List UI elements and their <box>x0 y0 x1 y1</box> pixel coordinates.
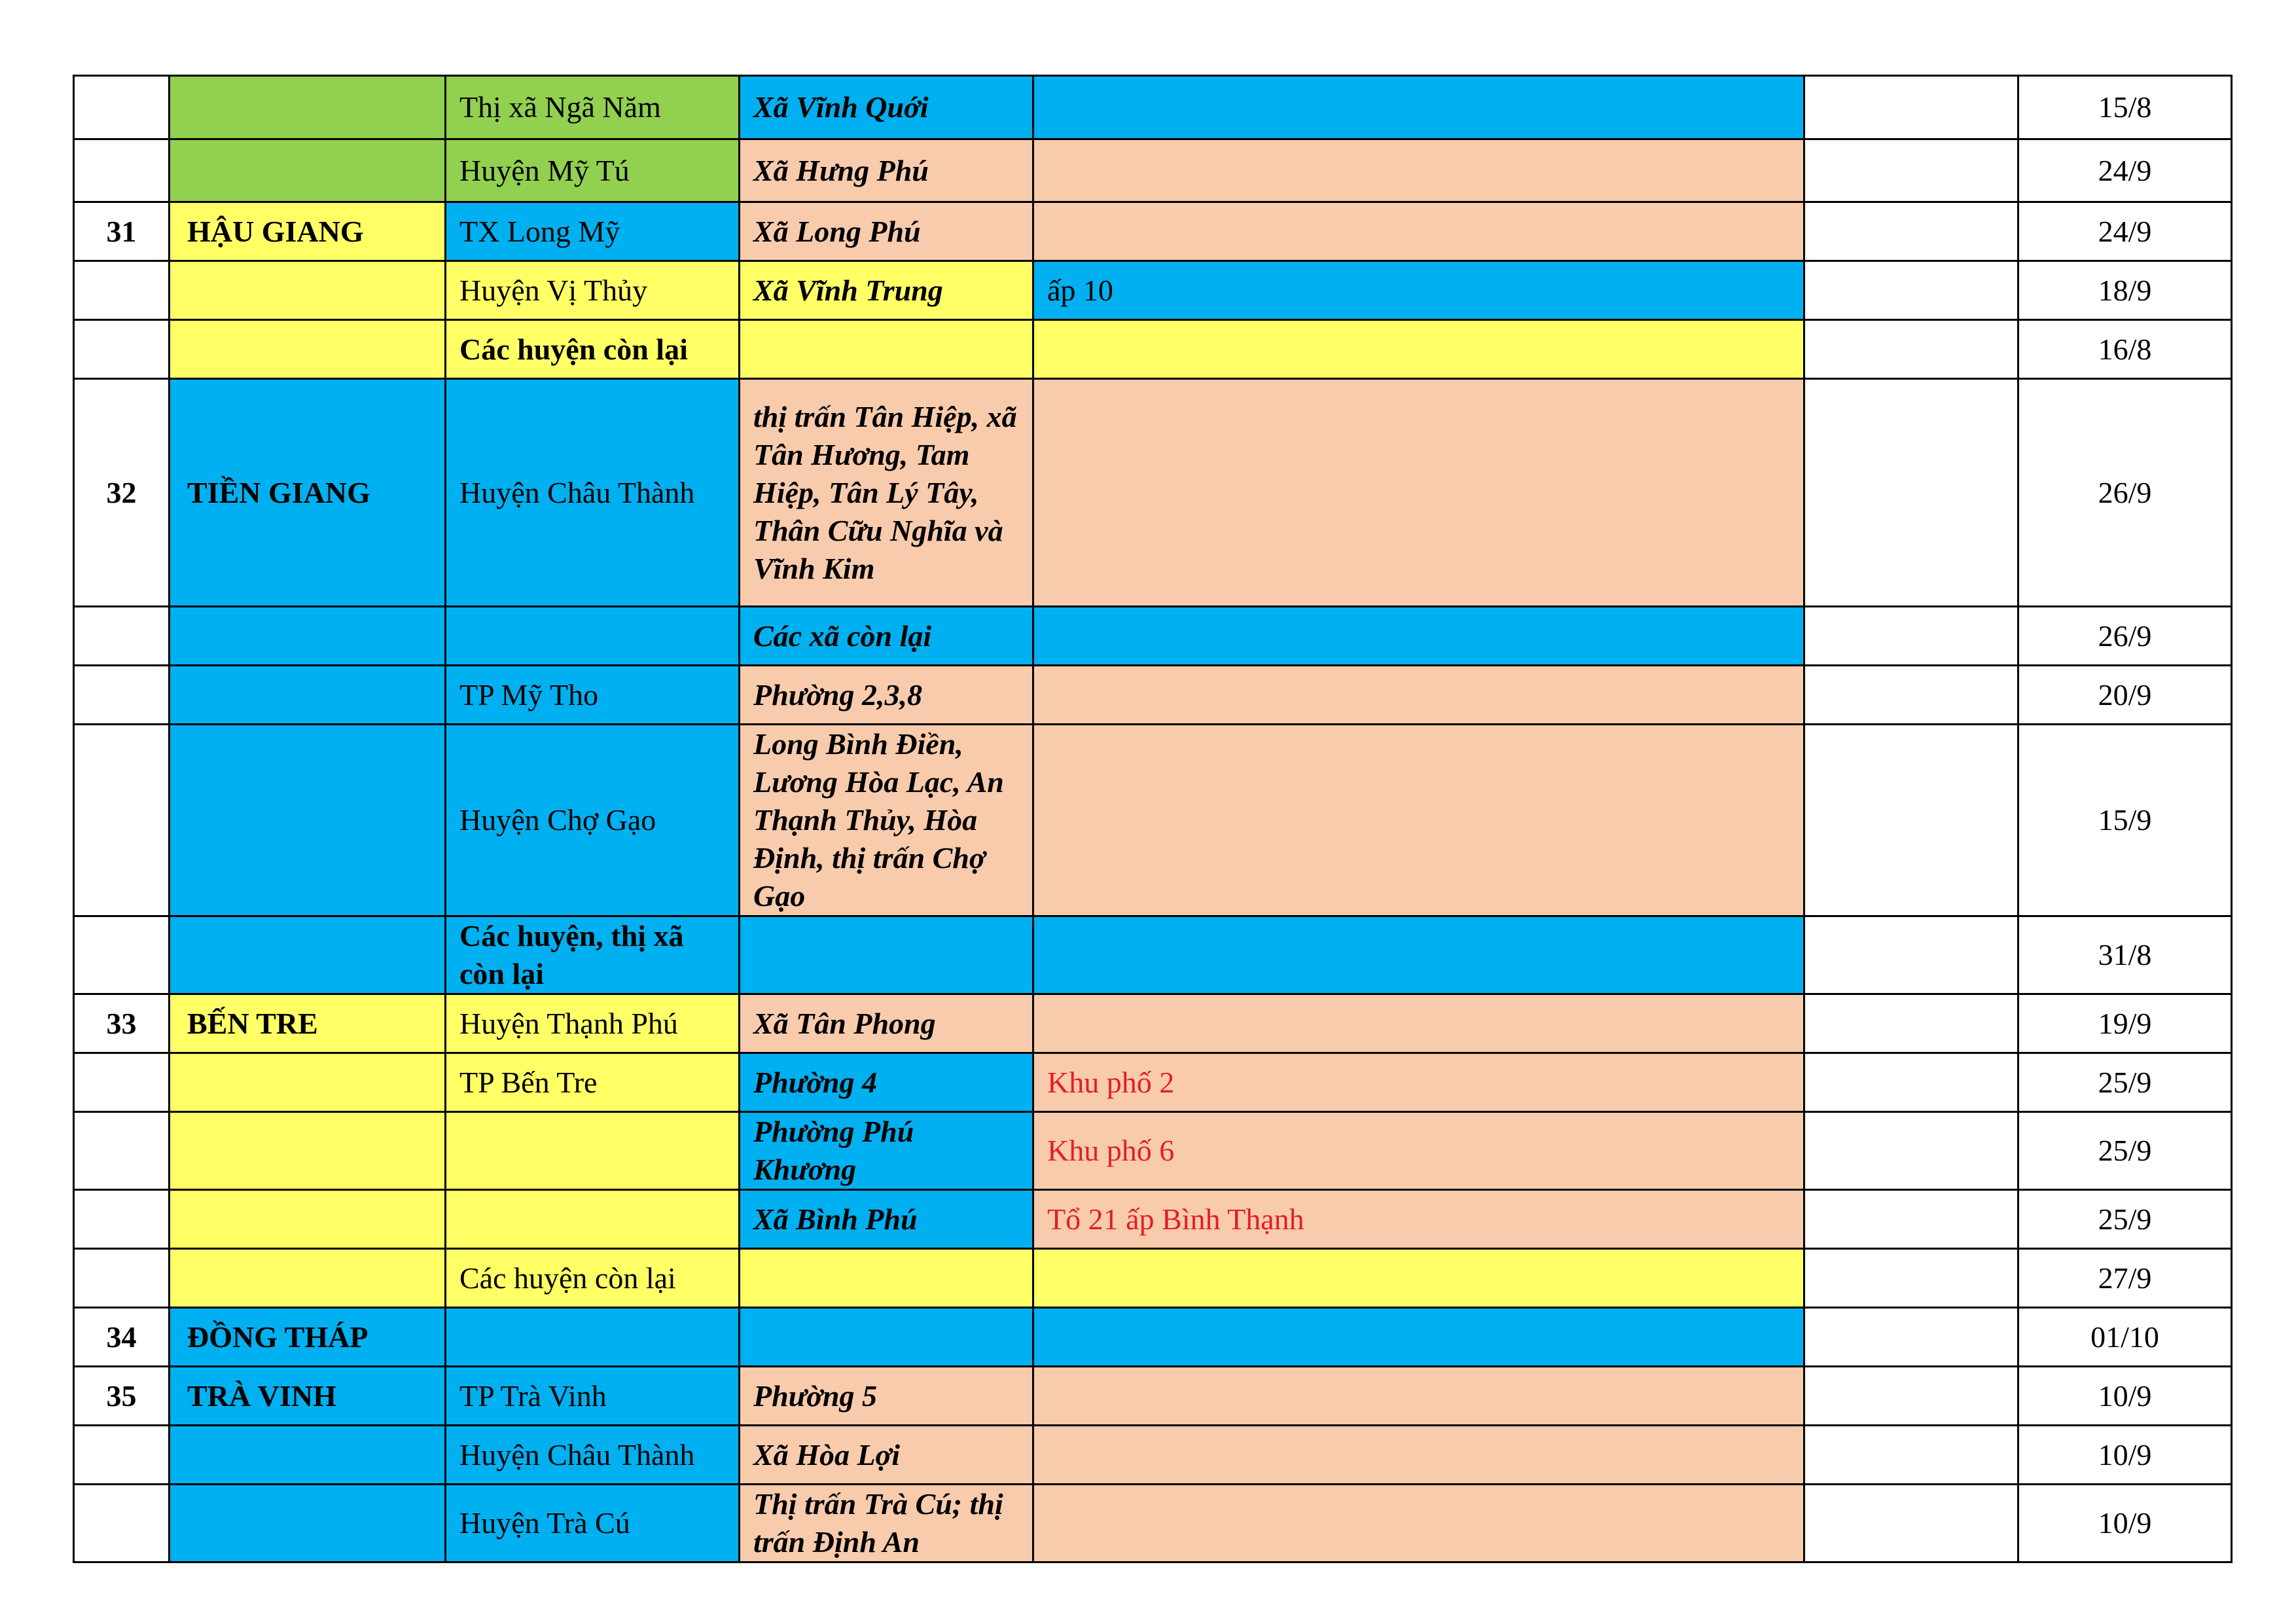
area-cell <box>1033 320 1804 379</box>
blank-cell <box>1804 76 2018 139</box>
date-cell: 18/9 <box>2018 261 2232 320</box>
row-number-cell <box>74 607 170 666</box>
area-cell <box>1033 379 1804 607</box>
blank-cell <box>1804 202 2018 261</box>
blank-cell <box>1804 607 2018 666</box>
ward-cell <box>740 1308 1033 1367</box>
blank-cell <box>1804 1190 2018 1249</box>
row-number-cell: 31 <box>74 202 170 261</box>
table-row <box>74 725 2232 916</box>
area-cell: Tổ 21 ấp Bình Thạnh <box>1033 1190 1804 1249</box>
row-number-cell <box>74 1249 170 1308</box>
table-row <box>74 139 2232 202</box>
district-cell: Huyện Mỹ Tú <box>446 139 740 202</box>
province-cell <box>170 1426 446 1485</box>
blank-cell <box>1804 139 2018 202</box>
ward-cell <box>740 320 1033 379</box>
table-row <box>74 607 2232 666</box>
province-cell: ĐỒNG THÁP <box>170 1308 446 1367</box>
row-number-cell <box>74 1485 170 1562</box>
area-cell <box>1033 1426 1804 1485</box>
table-row <box>74 1053 2232 1112</box>
blank-cell <box>1804 1426 2018 1485</box>
area-cell <box>1033 916 1804 994</box>
row-number-cell <box>74 666 170 725</box>
date-cell: 24/9 <box>2018 202 2232 261</box>
date-cell: 19/9 <box>2018 994 2232 1053</box>
table-body <box>74 76 2232 1562</box>
date-cell: 20/9 <box>2018 666 2232 725</box>
table-row <box>74 666 2232 725</box>
ward-cell: Xã Vĩnh Trung <box>740 261 1033 320</box>
district-cell: TP Trà Vinh <box>446 1367 740 1426</box>
row-number-cell <box>74 916 170 994</box>
table-row <box>74 1112 2232 1190</box>
province-cell: HẬU GIANG <box>170 202 446 261</box>
blank-cell <box>1804 1249 2018 1308</box>
date-cell: 26/9 <box>2018 607 2232 666</box>
ward-cell: Xã Tân Phong <box>740 994 1033 1053</box>
province-cell <box>170 1053 446 1112</box>
table-row <box>74 1485 2232 1562</box>
ward-cell: Xã Hòa Lợi <box>740 1426 1033 1485</box>
date-cell: 24/9 <box>2018 139 2232 202</box>
area-cell: ấp 10 <box>1033 261 1804 320</box>
area-cell <box>1033 139 1804 202</box>
province-cell <box>170 261 446 320</box>
row-number-cell <box>74 725 170 916</box>
row-number-cell <box>74 320 170 379</box>
table-row <box>74 202 2232 261</box>
row-number-cell: 35 <box>74 1367 170 1426</box>
date-cell: 25/9 <box>2018 1053 2232 1112</box>
district-cell <box>446 607 740 666</box>
row-number-cell: 33 <box>74 994 170 1053</box>
date-cell: 26/9 <box>2018 379 2232 607</box>
table-row <box>74 1308 2232 1367</box>
ward-cell: Phường Phú Khương <box>740 1112 1033 1190</box>
province-cell <box>170 320 446 379</box>
district-cell <box>446 1308 740 1367</box>
province-cell: TIỀN GIANG <box>170 379 446 607</box>
blank-cell <box>1804 379 2018 607</box>
row-number-cell <box>74 261 170 320</box>
area-cell <box>1033 666 1804 725</box>
table-row <box>74 379 2232 607</box>
date-cell: 10/9 <box>2018 1367 2232 1426</box>
ward-cell: Phường 2,3,8 <box>740 666 1033 725</box>
blank-cell <box>1804 1308 2018 1367</box>
schedule-table <box>73 75 2233 1563</box>
province-cell <box>170 607 446 666</box>
district-cell: Huyện Chợ Gạo <box>446 725 740 916</box>
district-cell: Các huyện còn lại <box>446 1249 740 1308</box>
district-cell: TP Bến Tre <box>446 1053 740 1112</box>
ward-cell: Xã Hưng Phú <box>740 139 1033 202</box>
table-row <box>74 76 2232 139</box>
district-cell: Huyện Vị Thủy <box>446 261 740 320</box>
row-number-cell <box>74 1426 170 1485</box>
area-cell <box>1033 994 1804 1053</box>
blank-cell <box>1804 261 2018 320</box>
area-cell <box>1033 1249 1804 1308</box>
blank-cell <box>1804 666 2018 725</box>
blank-cell <box>1804 1053 2018 1112</box>
table-row <box>74 994 2232 1053</box>
area-cell <box>1033 607 1804 666</box>
row-number-cell: 34 <box>74 1308 170 1367</box>
ward-cell: Thị trấn Trà Cú; thị trấn Định An <box>740 1485 1033 1562</box>
table-row <box>74 1367 2232 1426</box>
blank-cell <box>1804 916 2018 994</box>
district-cell: TP Mỹ Tho <box>446 666 740 725</box>
province-cell <box>170 139 446 202</box>
district-cell: TX Long Mỹ <box>446 202 740 261</box>
province-cell <box>170 1249 446 1308</box>
province-cell <box>170 1485 446 1562</box>
province-cell: BẾN TRE <box>170 994 446 1053</box>
district-cell: Huyện Thạnh Phú <box>446 994 740 1053</box>
area-cell <box>1033 1367 1804 1426</box>
row-number-cell: 32 <box>74 379 170 607</box>
ward-cell: Long Bình Điền, Lương Hòa Lạc, An Thạnh Thủy, Hòa Định, thị trấn Chợ Gạo <box>740 725 1033 916</box>
date-cell: 25/9 <box>2018 1190 2232 1249</box>
ward-cell: Phường 4 <box>740 1053 1033 1112</box>
blank-cell <box>1804 994 2018 1053</box>
district-cell: Huyện Châu Thành <box>446 379 740 607</box>
district-cell <box>446 1190 740 1249</box>
date-cell: 01/10 <box>2018 1308 2232 1367</box>
ward-cell <box>740 1249 1033 1308</box>
table-row <box>74 261 2232 320</box>
area-cell: Khu phố 6 <box>1033 1112 1804 1190</box>
date-cell: 10/9 <box>2018 1485 2232 1562</box>
province-cell <box>170 666 446 725</box>
blank-cell <box>1804 1485 2018 1562</box>
province-cell <box>170 1190 446 1249</box>
table-row <box>74 1249 2232 1308</box>
province-cell <box>170 916 446 994</box>
district-cell: Các huyện, thị xã còn lại <box>446 916 740 994</box>
area-cell <box>1033 202 1804 261</box>
date-cell: 10/9 <box>2018 1426 2232 1485</box>
province-cell: TRÀ VINH <box>170 1367 446 1426</box>
area-cell <box>1033 1308 1804 1367</box>
blank-cell <box>1804 320 2018 379</box>
ward-cell: Xã Bình Phú <box>740 1190 1033 1249</box>
blank-cell <box>1804 1112 2018 1190</box>
district-cell <box>446 1112 740 1190</box>
date-cell: 15/8 <box>2018 76 2232 139</box>
row-number-cell <box>74 1053 170 1112</box>
ward-cell: Xã Vĩnh Quới <box>740 76 1033 139</box>
ward-cell: Phường 5 <box>740 1367 1033 1426</box>
table-row <box>74 916 2232 994</box>
date-cell: 15/9 <box>2018 725 2232 916</box>
district-cell: Huyện Trà Cú <box>446 1485 740 1562</box>
date-cell: 25/9 <box>2018 1112 2232 1190</box>
province-cell <box>170 725 446 916</box>
date-cell: 27/9 <box>2018 1249 2232 1308</box>
blank-cell <box>1804 725 2018 916</box>
ward-cell: Xã Long Phú <box>740 202 1033 261</box>
row-number-cell <box>74 76 170 139</box>
ward-cell <box>740 916 1033 994</box>
row-number-cell <box>74 139 170 202</box>
row-number-cell <box>74 1190 170 1249</box>
date-cell: 16/8 <box>2018 320 2232 379</box>
province-cell <box>170 1112 446 1190</box>
table-row <box>74 1190 2232 1249</box>
district-cell: Huyện Châu Thành <box>446 1426 740 1485</box>
table-row <box>74 1426 2232 1485</box>
row-number-cell <box>74 1112 170 1190</box>
ward-cell: Các xã còn lại <box>740 607 1033 666</box>
area-cell: Khu phố 2 <box>1033 1053 1804 1112</box>
area-cell <box>1033 76 1804 139</box>
ward-cell: thị trấn Tân Hiệp, xã Tân Hương, Tam Hiệp, Tân Lý Tây, Thân Cữu Nghĩa và Vĩnh Kim <box>740 379 1033 607</box>
table-row <box>74 320 2232 379</box>
area-cell <box>1033 1485 1804 1562</box>
province-cell <box>170 76 446 139</box>
district-cell: Thị xã Ngã Năm <box>446 76 740 139</box>
date-cell: 31/8 <box>2018 916 2232 994</box>
area-cell <box>1033 725 1804 916</box>
blank-cell <box>1804 1367 2018 1426</box>
district-cell: Các huyện còn lại <box>446 320 740 379</box>
